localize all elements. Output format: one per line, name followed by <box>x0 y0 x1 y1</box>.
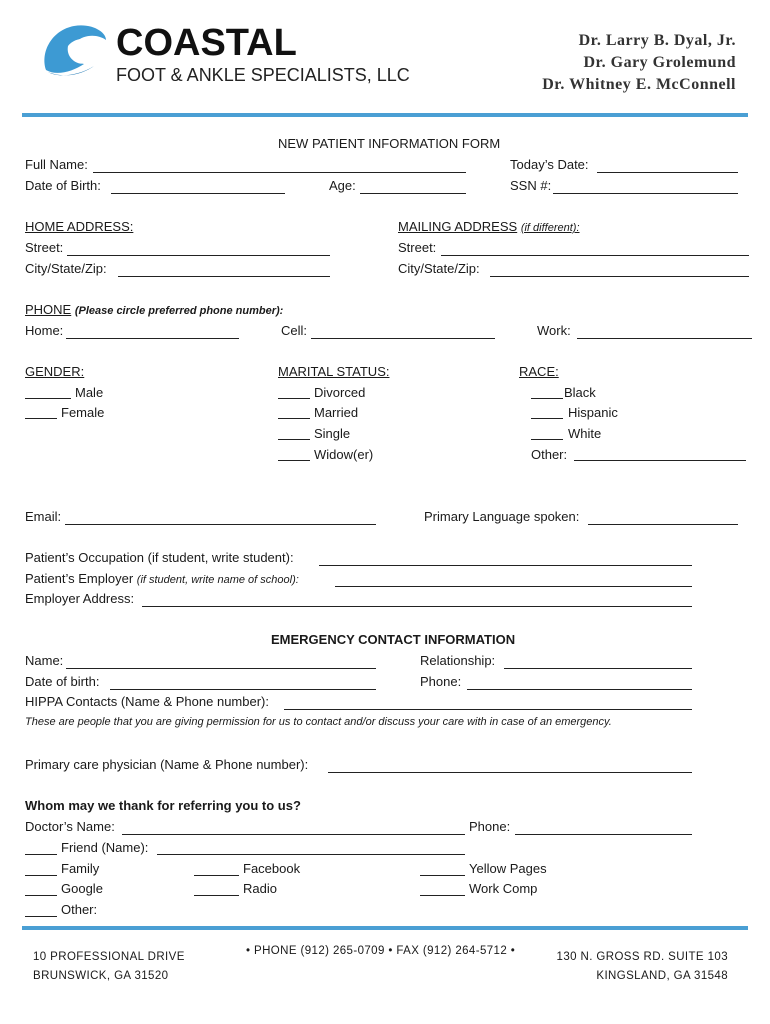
employer-note: (if student, write name of school): <box>136 574 299 586</box>
mailing-street-label: Street: <box>398 240 437 255</box>
age-field[interactable] <box>360 193 466 194</box>
facebook-blank[interactable] <box>194 875 239 876</box>
race-other-label: Other: <box>531 447 568 462</box>
marital-divorced-blank[interactable] <box>278 398 310 399</box>
pcp-field[interactable] <box>328 772 692 773</box>
race-white-blank[interactable] <box>531 439 563 440</box>
age-label: Age: <box>329 178 356 193</box>
referral-doctor-field[interactable] <box>122 834 465 835</box>
family-blank[interactable] <box>25 875 57 876</box>
todays-date-label: Today’s Date: <box>510 157 589 172</box>
header-divider <box>22 113 748 117</box>
occupation-field[interactable] <box>319 565 692 566</box>
footer-right-address-2: KINGSLAND, GA 31548 <box>596 970 728 982</box>
hippa-label: HIPPA Contacts (Name & Phone number): <box>25 694 269 709</box>
emergency-name-field[interactable] <box>66 668 376 669</box>
work-phone-field[interactable] <box>577 338 752 339</box>
gender-female-blank[interactable] <box>25 418 57 419</box>
language-label: Primary Language spoken: <box>424 509 580 524</box>
employer-label: Patient’s Employer <box>25 571 134 586</box>
marital-single-blank[interactable] <box>278 439 310 440</box>
dob-label: Date of Birth: <box>25 178 101 193</box>
dob-field[interactable] <box>111 193 285 194</box>
race-hispanic-label: Hispanic <box>568 405 618 420</box>
footer-phone-fax: • PHONE (912) 265-0709 • FAX (912) 264-5712 • <box>246 945 516 957</box>
work-comp-blank[interactable] <box>420 895 465 896</box>
marital-married-blank[interactable] <box>278 418 310 419</box>
home-city-field[interactable] <box>118 276 330 277</box>
gender-male-label: Male <box>75 385 104 400</box>
referral-phone-label: Phone: <box>469 819 511 834</box>
employer-field[interactable] <box>335 586 692 587</box>
brand-name: COASTAL <box>116 22 297 64</box>
google-label: Google <box>61 881 103 896</box>
marital-divorced-label: Divorced <box>314 385 366 400</box>
home-city-label: City/State/Zip: <box>25 261 107 276</box>
phone-heading: PHONE <box>25 302 72 317</box>
mailing-street-field[interactable] <box>441 255 749 256</box>
friend-field[interactable] <box>157 854 465 855</box>
home-phone-label: Home: <box>25 323 64 338</box>
mailing-city-field[interactable] <box>490 276 749 277</box>
emergency-phone-field[interactable] <box>467 689 692 690</box>
radio-label: Radio <box>243 881 277 896</box>
todays-date-field[interactable] <box>597 172 738 173</box>
relationship-label: Relationship: <box>420 653 496 668</box>
race-black-blank[interactable] <box>531 398 563 399</box>
doctor-name-2: Dr. Gary Grolemund <box>583 54 736 71</box>
emergency-dob-field[interactable] <box>110 689 376 690</box>
mailing-address-note: (if different): <box>520 222 580 234</box>
cell-phone-label: Cell: <box>281 323 308 338</box>
home-street-field[interactable] <box>67 255 330 256</box>
marital-heading: MARITAL STATUS: <box>278 364 390 379</box>
race-heading: RACE: <box>519 364 559 379</box>
marital-married-label: Married <box>314 405 359 420</box>
full-name-field[interactable] <box>93 172 466 173</box>
footer-left-address-1: 10 PROFESSIONAL DRIVE <box>33 951 185 963</box>
footer-divider <box>22 926 748 930</box>
yellow-pages-blank[interactable] <box>420 875 465 876</box>
mailing-address-heading: MAILING ADDRESS <box>398 219 518 234</box>
emergency-dob-label: Date of birth: <box>25 674 100 689</box>
emergency-heading: EMERGENCY CONTACT INFORMATION <box>271 632 516 647</box>
race-black-label: Black <box>564 385 596 400</box>
footer-right-address-1: 130 N. GROSS RD. SUITE 103 <box>556 951 728 963</box>
form-title: NEW PATIENT INFORMATION FORM <box>278 136 501 151</box>
hippa-field[interactable] <box>284 709 692 710</box>
yellow-pages-label: Yellow Pages <box>469 861 547 876</box>
employer-address-label: Employer Address: <box>25 591 135 606</box>
google-blank[interactable] <box>25 895 57 896</box>
full-name-label: Full Name: <box>25 157 88 172</box>
work-comp-label: Work Comp <box>469 881 538 896</box>
mailing-city-label: City/State/Zip: <box>398 261 480 276</box>
race-other-field[interactable] <box>574 460 746 461</box>
occupation-label: Patient’s Occupation (if student, write student): <box>25 550 294 565</box>
home-phone-field[interactable] <box>66 338 239 339</box>
friend-label: Friend (Name): <box>61 840 149 855</box>
employer-address-field[interactable] <box>142 606 692 607</box>
marital-widow-blank[interactable] <box>278 460 310 461</box>
gender-male-blank[interactable] <box>25 398 71 399</box>
relationship-field[interactable] <box>504 668 692 669</box>
marital-widow-label: Widow(er) <box>314 447 374 462</box>
wave-logo-icon <box>38 22 108 80</box>
language-field[interactable] <box>588 524 738 525</box>
referral-doctor-label: Doctor’s Name: <box>25 819 115 834</box>
other-blank[interactable] <box>25 916 57 917</box>
other-label: Other: <box>61 902 98 917</box>
doctor-name-3: Dr. Whitney E. McConnell <box>542 76 736 93</box>
brand-subtitle: FOOT & ANKLE SPECIALISTS, LLC <box>116 65 410 85</box>
marital-single-label: Single <box>314 426 351 441</box>
race-white-label: White <box>568 426 602 441</box>
emergency-name-label: Name: <box>25 653 64 668</box>
email-label: Email: <box>25 509 62 524</box>
friend-blank[interactable] <box>25 854 57 855</box>
referral-heading: Whom may we thank for referring you to us? <box>25 798 301 813</box>
doctor-name-1: Dr. Larry B. Dyal, Jr. <box>578 32 736 49</box>
race-hispanic-blank[interactable] <box>531 418 563 419</box>
emergency-phone-label: Phone: <box>420 674 462 689</box>
home-street-label: Street: <box>25 240 64 255</box>
radio-blank[interactable] <box>194 895 239 896</box>
footer-left-address-2: BRUNSWICK, GA 31520 <box>33 970 169 982</box>
ssn-field[interactable] <box>553 193 738 194</box>
family-label: Family <box>61 861 100 876</box>
facebook-label: Facebook <box>243 861 301 876</box>
gender-heading: GENDER: <box>25 364 85 379</box>
home-address-heading: HOME ADDRESS: <box>25 219 134 234</box>
work-phone-label: Work: <box>537 323 571 338</box>
referral-phone-field[interactable] <box>515 834 692 835</box>
phone-note: (Please circle preferred phone number): <box>74 305 284 317</box>
pcp-label: Primary care physician (Name & Phone number): <box>25 757 309 772</box>
ssn-label: SSN #: <box>510 178 552 193</box>
gender-female-label: Female <box>61 405 105 420</box>
cell-phone-field[interactable] <box>311 338 495 339</box>
emergency-note: These are people that you are giving permission for us to contact and/or discuss your care with in case of an emergency. <box>25 716 612 728</box>
email-field[interactable] <box>65 524 376 525</box>
